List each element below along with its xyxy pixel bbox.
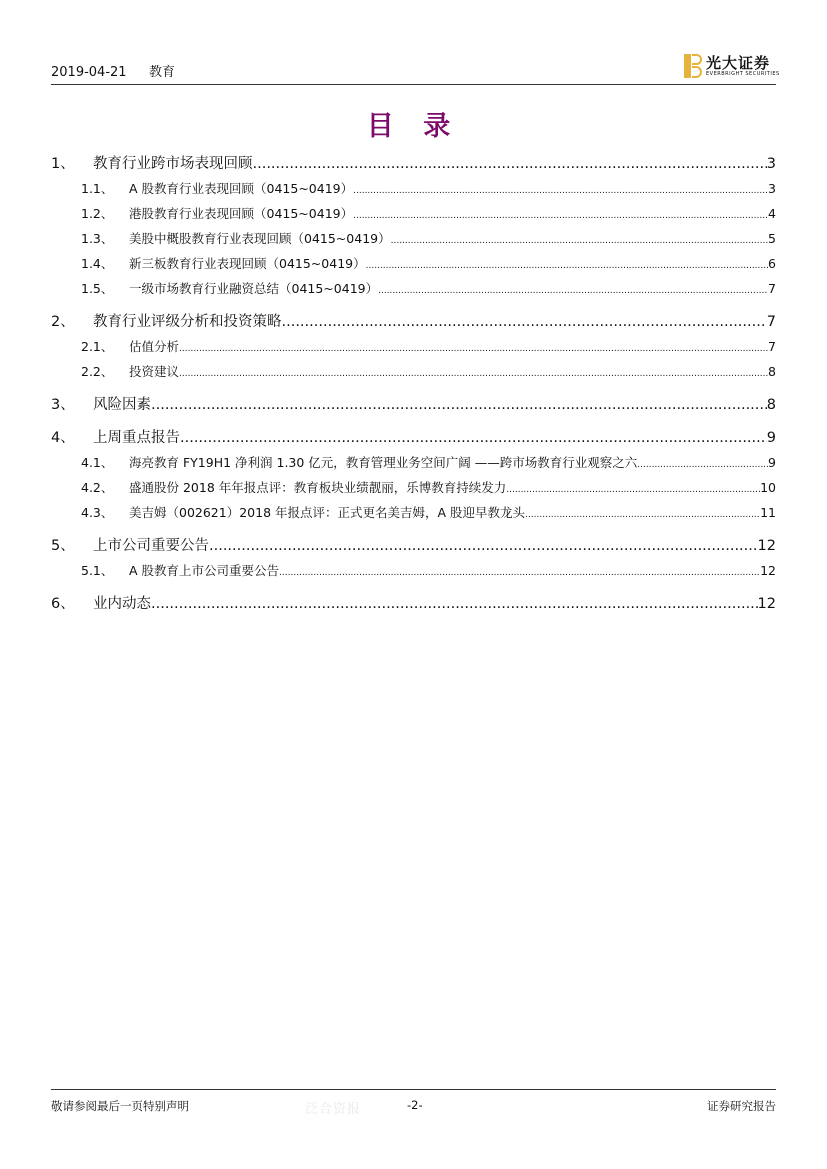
- toc-entry-page: 3: [766, 156, 776, 172]
- page-footer: [51, 1089, 776, 1120]
- toc-entry[interactable]: [51, 276, 776, 301]
- disclaimer-note: 敬请参阅最后一页特别声明: [51, 1099, 189, 1113]
- everbright-logo-icon: [684, 54, 702, 78]
- table-of-contents: [51, 152, 776, 616]
- toc-entry-title: 投资建议: [129, 364, 180, 379]
- toc-entry-number: 1.5、: [81, 281, 114, 296]
- toc-entry[interactable]: [51, 359, 776, 384]
- toc-entry[interactable]: [51, 426, 776, 450]
- toc-entry-page: 11: [760, 505, 776, 520]
- toc-entry-number: 4.3、: [81, 505, 114, 520]
- toc-entry[interactable]: [51, 226, 776, 251]
- toc-entry[interactable]: [51, 592, 776, 616]
- toc-entry-title: 盛通股份 2018 年年报点评：教育板块业绩靓丽，乐博教育持续发力: [129, 480, 507, 495]
- toc-dot-leader: [353, 204, 768, 226]
- toc-entry[interactable]: [51, 475, 776, 500]
- toc-entry[interactable]: [51, 500, 776, 525]
- toc-entry-page: 7: [768, 281, 776, 296]
- toc-dot-leader: [151, 393, 767, 417]
- toc-entry-title: 业内动态: [93, 596, 151, 612]
- toc-entry-title: 风险因素: [93, 397, 151, 413]
- toc-entry-number: 5.1、: [81, 563, 114, 578]
- logo-chinese-name: 光大证券: [706, 54, 771, 72]
- toc-entry-number: 4、: [51, 430, 75, 446]
- toc-entry-number: 6、: [51, 596, 75, 612]
- toc-entry-title: 海亮教育 FY19H1 净利润 1.30 亿元，教育管理业务空间广阔 ——跨市场教育行业观察之六: [129, 455, 638, 470]
- logo-english-name: EVERBRIGHT SECURITIES: [706, 71, 780, 77]
- toc-entry-title: 一级市场教育行业融资总结（0415~0419）: [129, 281, 379, 296]
- toc-dot-leader: [282, 310, 767, 334]
- toc-entry-page: 3: [768, 181, 776, 196]
- toc-dot-leader: [180, 426, 767, 450]
- toc-entry-title: 美吉姆（002621）2018 年报点评：正式更名美吉姆，A 股迎早教龙头: [129, 505, 526, 520]
- toc-dot-leader: [525, 503, 760, 525]
- toc-entry-title: 教育行业跨市场表现回顾: [93, 156, 253, 172]
- toc-entry[interactable]: [51, 176, 776, 201]
- toc-entry-number: 1.2、: [81, 206, 114, 221]
- toc-entry-page: 4: [768, 206, 776, 221]
- toc-entry[interactable]: [51, 450, 776, 475]
- toc-dot-leader: [209, 534, 758, 558]
- report-sector: 教育: [149, 65, 176, 80]
- watermark-text: 泛合资报: [305, 1102, 362, 1117]
- toc-entry-title: 美股中概股教育行业表现回顾（0415~0419）: [129, 231, 391, 246]
- toc-entry[interactable]: [51, 534, 776, 558]
- toc-entry-number: 1.1、: [81, 181, 114, 196]
- toc-dot-leader: [179, 362, 768, 384]
- toc-entry[interactable]: [51, 558, 776, 583]
- toc-entry-title: 上周重点报告: [93, 430, 180, 446]
- toc-entry-page: 12: [760, 563, 776, 578]
- toc-entry-number: 2.2、: [81, 364, 114, 379]
- everbright-logo: [684, 52, 780, 80]
- toc-entry-title: 教育行业评级分析和投资策略: [93, 314, 282, 330]
- report-type: 证券研究报告: [707, 1099, 776, 1113]
- page-header: [51, 50, 780, 85]
- toc-entry-number: 2.1、: [81, 339, 114, 354]
- toc-entry-page: 7: [766, 314, 776, 330]
- toc-entry-page: 7: [768, 339, 776, 354]
- toc-entry-page: 8: [766, 397, 776, 413]
- toc-entry-number: 4.2、: [81, 480, 114, 495]
- toc-entry-number: 1.3、: [81, 231, 114, 246]
- toc-entry-number: 2、: [51, 314, 75, 330]
- toc-dot-leader: [151, 592, 758, 616]
- toc-dot-leader: [637, 453, 768, 475]
- toc-dot-leader: [366, 254, 768, 276]
- toc-entry-title: 上市公司重要公告: [93, 538, 209, 554]
- toc-entry[interactable]: [51, 310, 776, 334]
- toc-dot-leader: [506, 478, 760, 500]
- toc-entry-number: 1、: [51, 156, 75, 172]
- toc-entry-page: 9: [766, 430, 776, 446]
- toc-entry-page: 8: [768, 364, 776, 379]
- report-date: 2019-04-21: [51, 65, 127, 80]
- toc-entry-page: 9: [768, 455, 776, 470]
- toc-entry-page: 12: [757, 538, 776, 554]
- toc-entry-title: 新三板教育行业表现回顾（0415~0419）: [129, 256, 366, 271]
- toc-entry-number: 5、: [51, 538, 75, 554]
- toc-title: 目 录: [366, 111, 461, 142]
- toc-entry[interactable]: [51, 251, 776, 276]
- toc-entry-title: 估值分析: [129, 339, 180, 354]
- toc-entry-page: 12: [757, 596, 776, 612]
- toc-entry-title: A 股教育上市公司重要公告: [129, 563, 280, 578]
- toc-entry[interactable]: [51, 152, 776, 176]
- toc-entry-number: 4.1、: [81, 455, 114, 470]
- toc-entry[interactable]: [51, 201, 776, 226]
- toc-entry-page: 10: [760, 480, 776, 495]
- toc-entry[interactable]: [51, 393, 776, 417]
- toc-dot-leader: [353, 179, 768, 201]
- toc-entry-number: 3、: [51, 397, 75, 413]
- toc-entry[interactable]: [51, 334, 776, 359]
- toc-entry-page: 6: [768, 256, 776, 271]
- toc-dot-leader: [378, 279, 768, 301]
- toc-dot-leader: [279, 561, 760, 583]
- toc-entry-title: A 股教育行业表现回顾（0415~0419）: [129, 181, 354, 196]
- toc-dot-leader: [391, 229, 768, 251]
- toc-dot-leader: [253, 152, 767, 176]
- toc-dot-leader: [179, 337, 768, 359]
- toc-entry-title: 港股教育行业表现回顾（0415~0419）: [129, 206, 354, 221]
- page-number: -2-: [407, 1098, 423, 1112]
- toc-entry-page: 5: [768, 231, 776, 246]
- toc-entry-number: 1.4、: [81, 256, 114, 271]
